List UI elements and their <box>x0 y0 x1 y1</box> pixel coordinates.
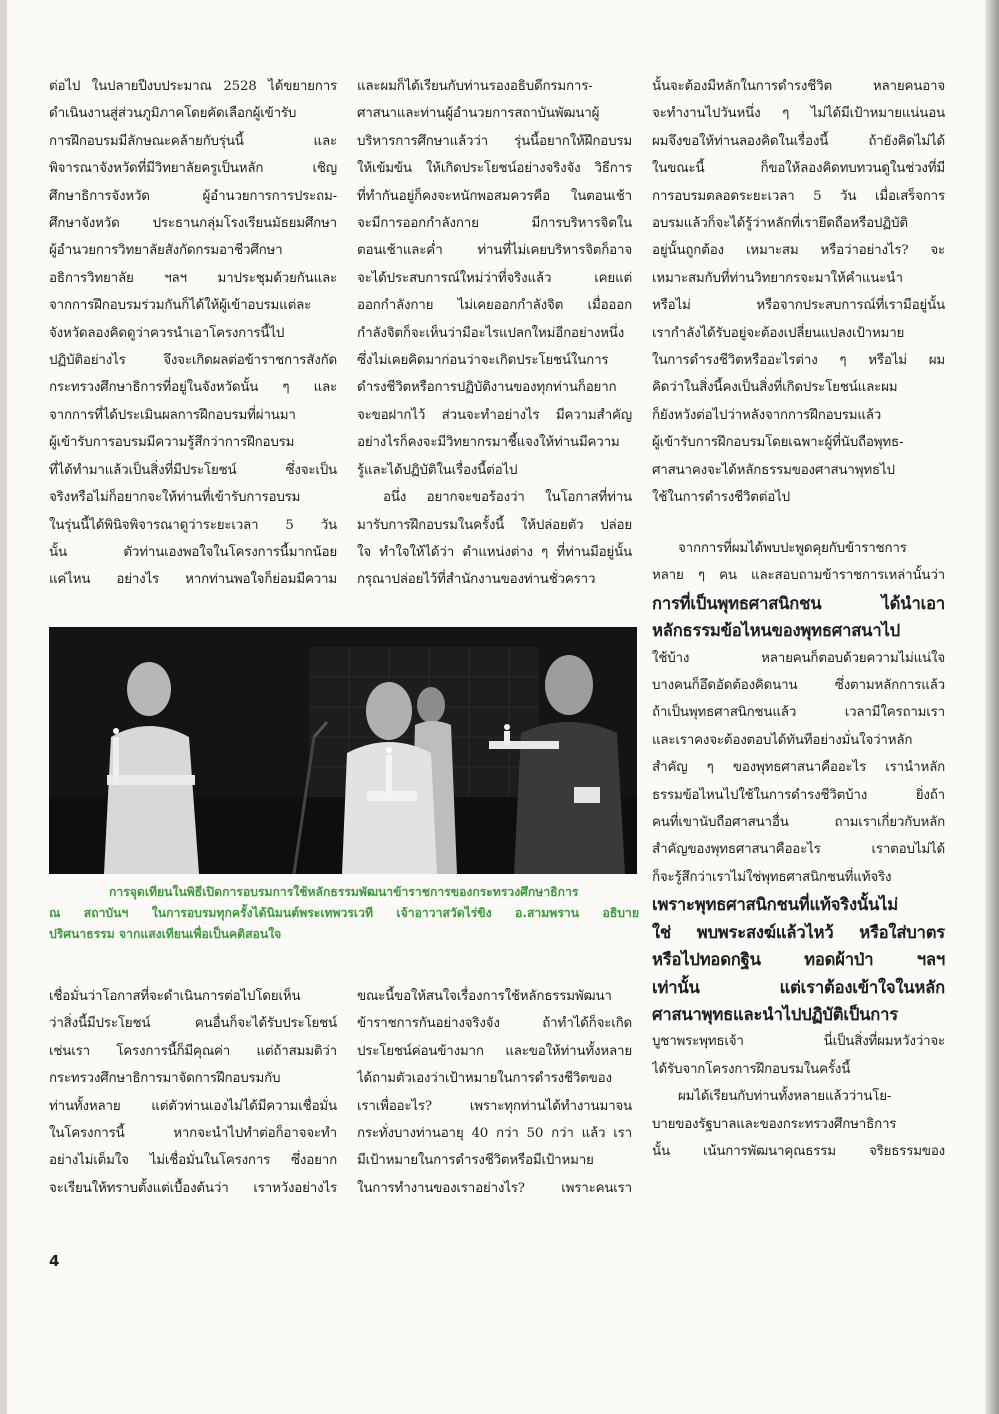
text-line: พิจารณาจังหวัดที่มีวิทยาลัยครูเป็นหลัก เชิญ <box>49 161 337 177</box>
text-line: หลักธรรมข้อไหนของพุทธศาสนาไป <box>652 620 900 641</box>
text-line: ศาสนาและท่านผู้อำนวยการสถาบันพัฒนาผู้ <box>357 106 600 122</box>
text-line: ในโครงการนี้ หากจะนำไปทำต่อก็อาจจะทำ <box>49 1126 337 1142</box>
caption-line: ปริศนาธรรม จากแสงเทียนเพื่อเป็นคติสอนใจ <box>49 927 282 941</box>
text-line: การฝึกอบรมมีลักษณะคล้ายกับรุ่นนี้ และ <box>49 133 337 149</box>
text-line: ในการดำรงชีวิตหรืออะไรต่าง ๆ หรือไม่ ผม <box>652 353 945 369</box>
text-line: จะขอฝากไว้ ส่วนจะทำอย่างไร มีความสำคัญ <box>357 407 632 423</box>
text-line: ได้ถามตัวเองว่าเป้าหมายในการดำรงชีวิตของ <box>357 1071 612 1087</box>
text-line: ศึกษาจังหวัด ประธานกลุ่มโรงเรียนมัธยมศึกษา <box>49 216 337 232</box>
text-line: ขณะนี้ขอให้สนใจเรื่องการใช้หลักธรรมพัฒนา <box>357 989 612 1004</box>
text-column-3-bottom <box>652 535 945 1165</box>
text-line: อบรมแล้วก็จะได้รู้ว่าหลักที่เรายึดถือหรือปฏิบัติ <box>652 216 908 232</box>
text-line: ธรรมข้อไหนไปใช้ในการดำรงชีวิตบ้าง ยิ่งถ้า <box>652 787 945 803</box>
text-line: ที่ทำกันอยู่ก็คงจะหนักพอสมควรคือ ในตอนเช้า <box>357 188 632 204</box>
text-line: บริหารการศึกษาแล้วว่า รุ่นนี้อยากให้ฝึกอบรม <box>357 133 632 149</box>
scan-left-edge <box>0 0 7 1414</box>
text-line: การที่เป็นพุทธศาสนิกชน ได้นำเอา <box>652 592 945 613</box>
text-line: เราเพื่ออะไร? เพราะทุกท่านได้ทำงานมาจน <box>357 1098 632 1114</box>
text-line: กระทั่งบางท่านอายุ 40 กว่า 50 กว่า แล้ว เรา <box>357 1126 632 1142</box>
text-line: ดำรงชีวิตหรือการปฏิบัติงานของทุกท่านก็อยาก <box>357 380 617 396</box>
text-line: ศาสนาพุทธและนำไปปฏิบัติเป็นการ <box>652 1003 898 1024</box>
text-line: ก็ยังหวังต่อไปว่าหลังจากการฝึกอบรมแล้ว <box>652 407 882 423</box>
text-line: ผู้เข้ารับการฝึกอบรมโดยเฉพาะผู้ที่นับถือพุทธ- <box>652 435 904 451</box>
text-line: ก็จะรู้สึกว่าเราไม่ใช่พุทธศาสนิกชนที่แท้จริง <box>652 869 892 885</box>
text-line: คนที่เขานับถือศาสนาอื่น ถามเราเกี่ยวกับหลัก <box>652 815 945 831</box>
text-line: ผมได้เรียนกับท่านทั้งหลายแล้วว่านโย- <box>678 1089 892 1105</box>
text-line: ตอนเช้าและค่ำ ท่านที่ไม่เคยบริหารจิตก็อาจ <box>357 243 632 259</box>
text-line: จากการฝึกอบรมร่วมกันก็ได้ให้ผู้เข้าอบรมแต่ละ <box>49 298 312 314</box>
candle-ceremony-photo <box>49 627 637 874</box>
text-line: ใช้บ้าง หลายคนก็ตอบด้วยความไม่แน่ใจ <box>652 650 945 666</box>
text-line: ผมจึงขอให้ท่านลองคิดในเรื่องนี้ ถ้ายังคิดไม่ได้ <box>652 133 945 149</box>
text-line: กำลังจิตก็จะเห็นว่ามีอะไรแปลกใหม่อีกอย่างหนึ่ง <box>357 325 625 341</box>
text-line: บางคนก็อึดอัดต้องคิดนาน ซึ่งตามหลักการแล้ว <box>652 678 945 694</box>
text-line: อย่างไรก็คงจะมีวิทยากรมาชี้แจงให้ท่านมีความ <box>357 435 620 451</box>
text-line: ได้รับจากโครงการฝึกอบรมในครั้งนี้ <box>652 1061 851 1077</box>
text-column-4 <box>49 983 337 1202</box>
text-line: จะทำงานไปวันหนึ่ง ๆ ไม่ได้มีเป้าหมายแน่นอน <box>652 106 945 122</box>
text-line: มารับการฝึกอบรมในครั้งนี้ ให้ปล่อยตัว ปล่อย <box>357 517 632 533</box>
text-line: ออกกำลังกาย ไม่เคยออกกำลังจิต เมื่อออก <box>357 298 632 314</box>
text-line: สำคัญ ๆ ของพุทธศาสนาคืออะไร เรานำหลัก <box>652 760 945 776</box>
text-line: ประโยชน์ค่อนข้างมาก และขอให้ท่านทั้งหลาย <box>357 1043 632 1059</box>
text-line: บูชาพระพุทธเจ้า นี่เป็นสิ่งที่ผมหวังว่าจะ <box>652 1034 945 1050</box>
caption-line: ณ สถาบันฯ ในการอบรมทุกครั้งได้นิมนต์พระเทพวรเวที เจ้าอาวาสวัดไร่ขิง อ.สามพราน อธิบาย <box>49 906 639 920</box>
scan-right-edge <box>985 0 999 1414</box>
text-line: นั้น ตัวท่านเองพอใจในโครงการนี้มากน้อย <box>49 544 337 560</box>
text-line: หรือไม่ หรือจากประสบการณ์ที่เรามีอยู่นั้น <box>652 298 945 314</box>
photo-caption <box>49 882 639 945</box>
text-line: ในการทำงานของเราอย่างไร? เพราะคนเรา <box>357 1180 632 1196</box>
text-line: ต่อไป ในปลายปีงบประมาณ 2528 ได้ขยายการ <box>49 79 337 94</box>
page-number: 4 <box>49 1252 60 1270</box>
text-line: จะได้ประสบการณ์ใหม่ว่าที่จริงแล้ว เคยแต่ <box>357 270 632 286</box>
text-line: นั้นจะต้องมีหลักในการดำรงชีวิต หลายคนอาจ <box>652 79 945 94</box>
text-line: ในรุ่นนี้ได้พินิจพิจารณาดูว่าระยะเวลา 5 วัน <box>49 517 337 533</box>
text-line: ซึ่งไม่เคยคิดมาก่อนว่าจะเกิดประโยชน์ในการ <box>357 353 609 369</box>
text-line: กรุณาปล่อยไว้ที่สำนักงานของท่านชั่วคราว <box>357 572 596 588</box>
text-line: อยู่นั้นถูกต้อง เหมาะสม หรือว่าอย่างไร? จะ <box>652 243 945 259</box>
text-line: สำคัญของพุทธศาสนาคืออะไร เราตอบไม่ได้ <box>652 842 945 858</box>
caption-line: การจุดเทียนในพิธีเปิดการอบรมการใช้หลักธรรมพัฒนาข้าราชการของกระทรวงศึกษาธิการ <box>109 885 579 899</box>
text-line: ในขณะนี้ ก็ขอให้ลองคิดทบทวนดูในช่วงที่มี <box>652 161 945 177</box>
text-column-3-top <box>652 73 945 512</box>
text-line: จากการที่ผมได้พบปะพูดคุยกับข้าราชการ <box>678 541 907 556</box>
text-line: จะมีการออกกำลังกาย มีการบริหารจิตใน <box>357 216 632 232</box>
text-line: อย่างไม่เต็มใจ ไม่เชื่อมั่นในโครงการ ซึ่งอยาก <box>49 1153 337 1169</box>
text-line: จากการที่ได้ประเมินผลการฝึกอบรมที่ผ่านมา <box>49 407 296 423</box>
text-line: เหมาะสมกับที่ท่านวิทยากรจะมาให้คำแนะนำ <box>652 270 903 286</box>
text-line: กระทรวงศึกษาธิการที่อยู่ในจังหวัดนั้น ๆ และ <box>49 380 337 396</box>
text-line: ใช่ พบพระสงฆ์แล้วไหว้ หรือใส่บาตร <box>652 921 945 942</box>
text-line: คิดว่าในสิ่งนี้คงเป็นสิ่งที่เกิดประโยชน์และผม <box>652 380 898 396</box>
text-line: ที่ได้ทำมาแล้วเป็นสิ่งที่มีประโยชน์ ซึ่งจะเป็น <box>49 462 337 478</box>
text-line: มีเป้าหมายในการดำรงชีวิตหรือมีเป้าหมาย <box>357 1153 594 1169</box>
text-line: การอบรมตลอดระยะเวลา 5 วัน เมื่อเสร็จการ <box>652 188 945 204</box>
text-line: ถ้าเป็นพุทธศาสนิกชนแล้ว เวลามีใครถามเรา <box>652 705 945 721</box>
text-column-2 <box>357 73 632 594</box>
text-line: จะเรียนให้ทราบตั้งแต่เบื้องต้นว่า เราหวังอย่างไร <box>49 1180 337 1196</box>
text-line: อธิการวิทยาลัย ฯลฯ มาประชุมด้วยกันและ <box>49 270 337 286</box>
text-line: กระทรวงศึกษาธิการมาจัดการฝึกอบรมกับ <box>49 1071 281 1087</box>
text-column-1 <box>49 73 337 594</box>
text-line: และผมก็ได้เรียนกับท่านรองอธิบดีกรมการ- <box>357 79 593 94</box>
text-line: ท่านทั้งหลาย แต่ตัวท่านเองไม่ได้มีความเชื่อมั่น <box>49 1098 337 1114</box>
text-line: ใช้ในการดำรงชีวิตต่อไป <box>652 490 790 506</box>
text-line: อนึ่ง อยากจะขอร้องว่า ในโอกาสที่ท่าน <box>383 490 632 506</box>
text-line: ศาสนาคงจะได้หลักธรรมของศาสนาพุทธไป <box>652 462 895 478</box>
text-line: เท่านั้น แต่เราต้องเข้าใจในหลัก <box>652 976 945 997</box>
text-line: เช่นเรา โครงการนี้ก็มีคุณค่า แต่ถ้าสมมติว่า <box>49 1043 337 1059</box>
text-line: ดำเนินงานสู่ส่วนภูมิภาคโดยคัดเลือกผู้เข้ารับ <box>49 106 297 122</box>
text-line: และเราคงจะต้องตอบได้ทันทีอย่างมั่นใจว่าหลัก <box>652 732 913 748</box>
text-line: จริงหรือไม่ก็อยากจะให้ท่านที่เข้ารับการอบรม <box>49 490 301 506</box>
text-line: เพราะพุทธศาสนิกชนที่แท้จริงนั้นไม่ <box>652 894 899 915</box>
text-line: นั้น เน้นการพัฒนาคุณธรรม จริยธรรมของ <box>652 1143 945 1159</box>
text-line: ข้าราชการกันอย่างจริงจัง ถ้าทำได้ก็จะเกิด <box>357 1016 632 1032</box>
text-line: ผู้อำนวยการวิทยาลัยสังกัดกรมอาชีวศึกษา <box>49 243 283 259</box>
text-line: แค่ไหน อย่างไร หากท่านพอใจก็ย่อมมีความ <box>49 572 337 588</box>
text-line: ใจ ทำใจให้ได้ว่า ตำแหน่งต่าง ๆ ที่ท่านมีอยู่นั้น <box>357 544 632 560</box>
text-line: ว่าสิ่งนี้มีประโยชน์ คนอื่นก็จะได้รับประโยชน์ <box>49 1016 337 1032</box>
text-line: ศึกษาธิการจังหวัด ผู้อำนวยการการประถม- <box>49 188 337 204</box>
text-line: เรากำลังได้รับอยู่จะต้องเปลี่ยนแปลงเป้าหมาย <box>652 325 905 341</box>
text-line: เชื่อมั่นว่าโอกาสที่จะดำเนินการต่อไปโดยเห็น <box>49 989 301 1004</box>
text-line: ให้เข้มข้น ให้เกิดประโยชน์อย่างจริงจัง วิธีการ <box>357 161 632 177</box>
text-line: หลาย ๆ คน และสอบถามข้าราชการเหล่านั้นว่า <box>652 568 945 584</box>
text-column-5 <box>357 983 632 1202</box>
text-line: บายของรัฐบาลและของกระทรวงศึกษาธิการ <box>652 1116 897 1132</box>
text-line: จังหวัดลองคิดดูว่าควรนำเอาโครงการนี้ไป <box>49 325 285 341</box>
text-line: รู้และได้ปฏิบัติในเรื่องนี้ต่อไป <box>357 462 518 478</box>
text-line: หรือไปทอดกฐิน ทอดผ้าป่า ฯลฯ <box>652 949 945 970</box>
text-line: ผู้เข้ารับการอบรมมีความรู้สึกว่าการฝึกอบรม <box>49 435 295 451</box>
text-line: ปฏิบัติอย่างไร จึงจะเกิดผลต่อข้าราชการสังกัด <box>49 353 337 369</box>
